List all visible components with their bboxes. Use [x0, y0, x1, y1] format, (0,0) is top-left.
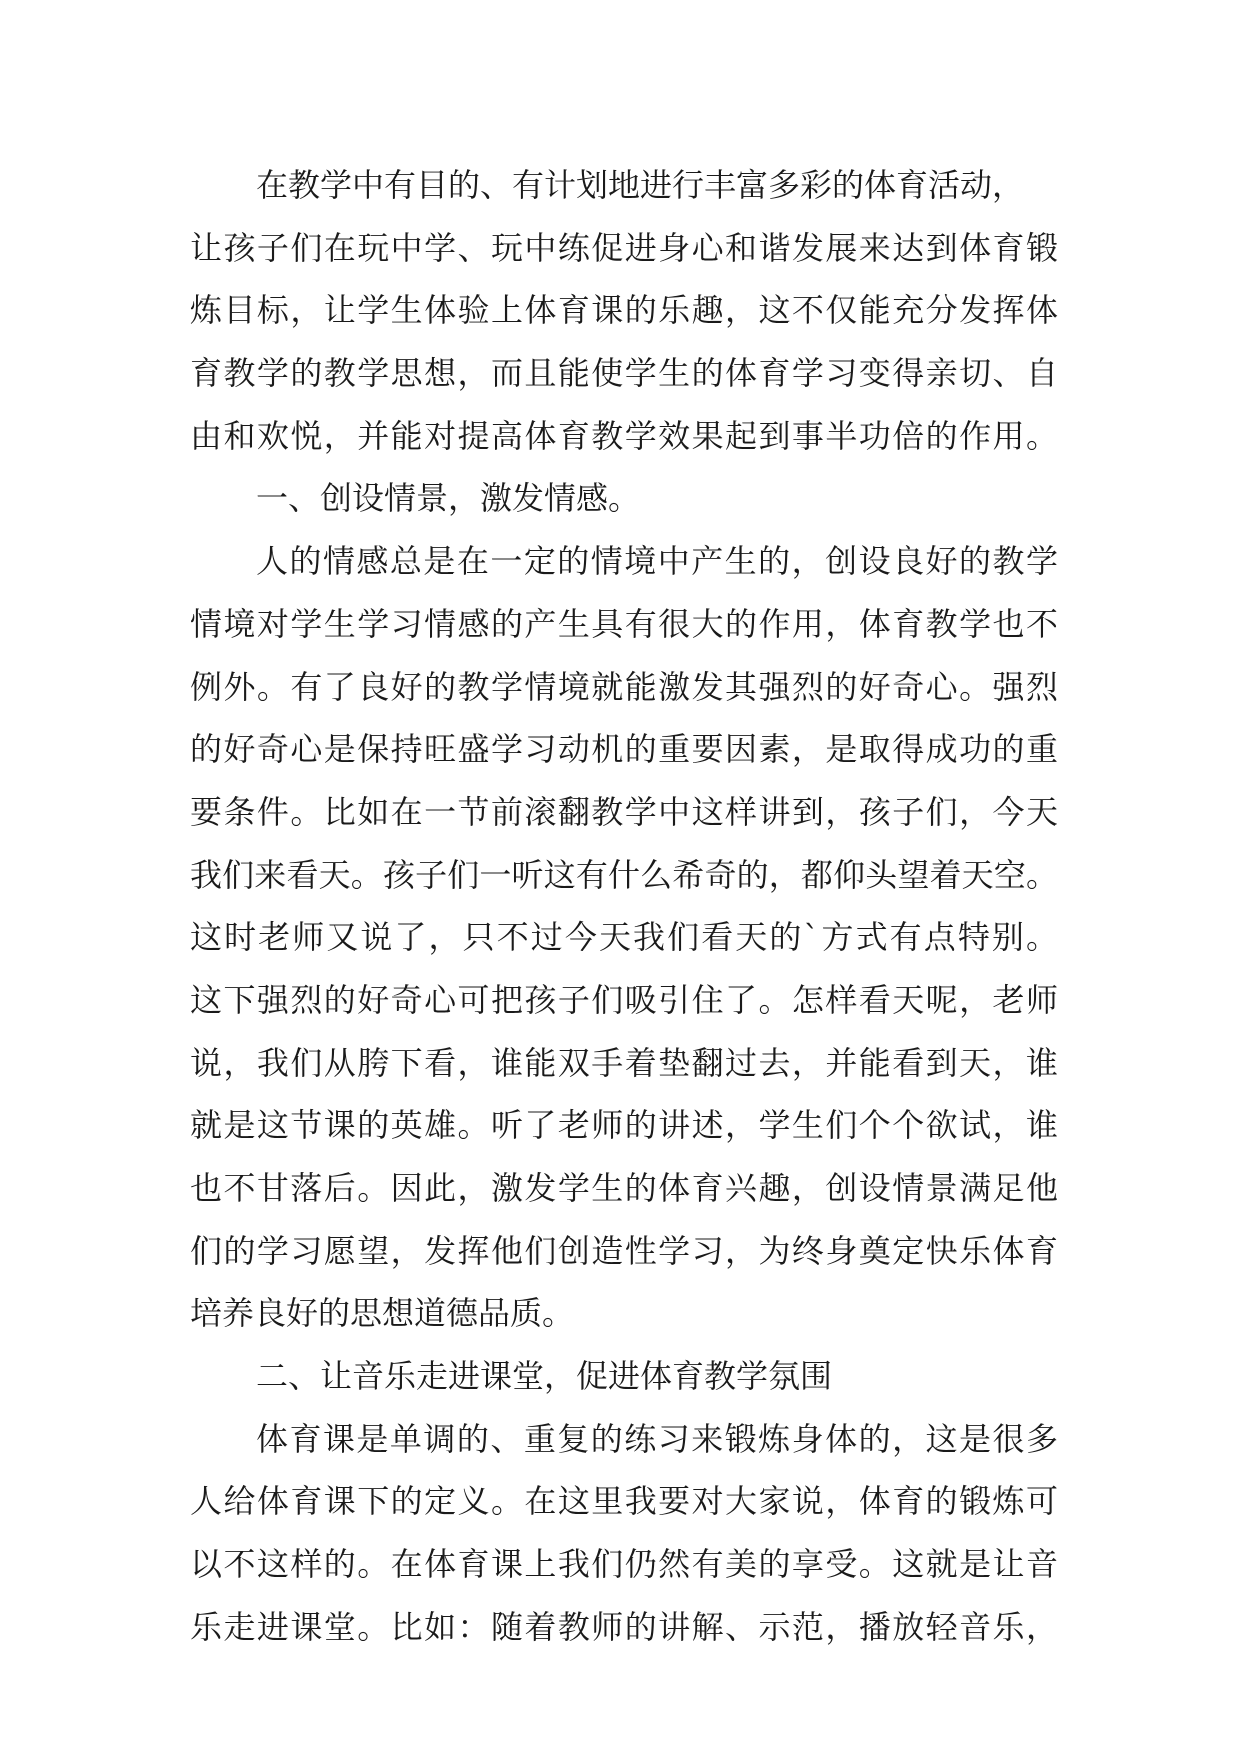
paragraph-line: 育教学的教学思想，而且能使学生的体育学习变得亲切、自 [190, 354, 1058, 393]
paragraph-line: 们的学习愿望，发挥他们创造性学习，为终身奠定快乐体育 [190, 1231, 1058, 1270]
paragraph-line: 我们来看天。孩子们一听这有什么希奇的，都仰头望着天空。 [190, 855, 1058, 894]
paragraph-line: 人给体育课下的定义。在这里我要对大家说，体育的锻炼可 [190, 1482, 1058, 1521]
paragraph-line: 炼目标，让学生体验上体育课的乐趣，这不仅能充分发挥体 [190, 291, 1058, 330]
paragraph-line: 的好奇心是保持旺盛学习动机的重要因素，是取得成功的重 [190, 730, 1058, 769]
paragraph-line: 这下强烈的好奇心可把孩子们吸引住了。怎样看天呢，老师 [190, 980, 1058, 1019]
section-heading: 二、让音乐走进课堂，促进体育教学氛围 [256, 1357, 833, 1396]
section-heading: 一、创设情景，激发情感。 [256, 479, 641, 518]
paragraph-line: 以不这样的。在体育课上我们仍然有美的享受。这就是让音 [190, 1545, 1058, 1584]
paragraph-line: 在教学中有目的、有计划地进行丰富多彩的体育活动， [256, 166, 1025, 204]
paragraph-line: 培养良好的思想道德品质。 [190, 1294, 575, 1333]
paragraph-line: 由和欢悦，并能对提高体育教学效果起到事半功倍的作用。 [190, 416, 1058, 455]
paragraph-line: 体育课是单调的、重复的练习来锻炼身体的，这是很多 [256, 1419, 1058, 1458]
paragraph-line: 情境对学生学习情感的产生具有很大的作用，体育教学也不 [190, 604, 1058, 643]
paragraph-line: 让孩子们在玩中学、玩中练促进身心和谐发展来达到体育锻 [190, 228, 1058, 267]
paragraph-line: 乐走进课堂。比如：随着教师的讲解、示范，播放轻音乐， [190, 1607, 1058, 1646]
paragraph-line: 这时老师又说了，只不过今天我们看天的`方式有点特别。 [190, 918, 1058, 957]
paragraph-line: 例外。有了良好的教学情境就能激发其强烈的好奇心。强烈 [190, 667, 1058, 706]
paragraph-line: 说，我们从胯下看，谁能双手着垫翻过去，并能看到天，谁 [190, 1043, 1058, 1082]
paragraph-line: 人的情感总是在一定的情境中产生的，创设良好的教学 [256, 542, 1058, 581]
paragraph-line: 要条件。比如在一节前滚翻教学中这样讲到，孩子们，今天 [190, 792, 1058, 831]
paragraph-line: 也不甘落后。因此，激发学生的体育兴趣，创设情景满足他 [190, 1169, 1058, 1207]
paragraph-line: 就是这节课的英雄。听了老师的讲述，学生们个个欲试，谁 [190, 1106, 1058, 1145]
document-body [190, 154, 1058, 1659]
